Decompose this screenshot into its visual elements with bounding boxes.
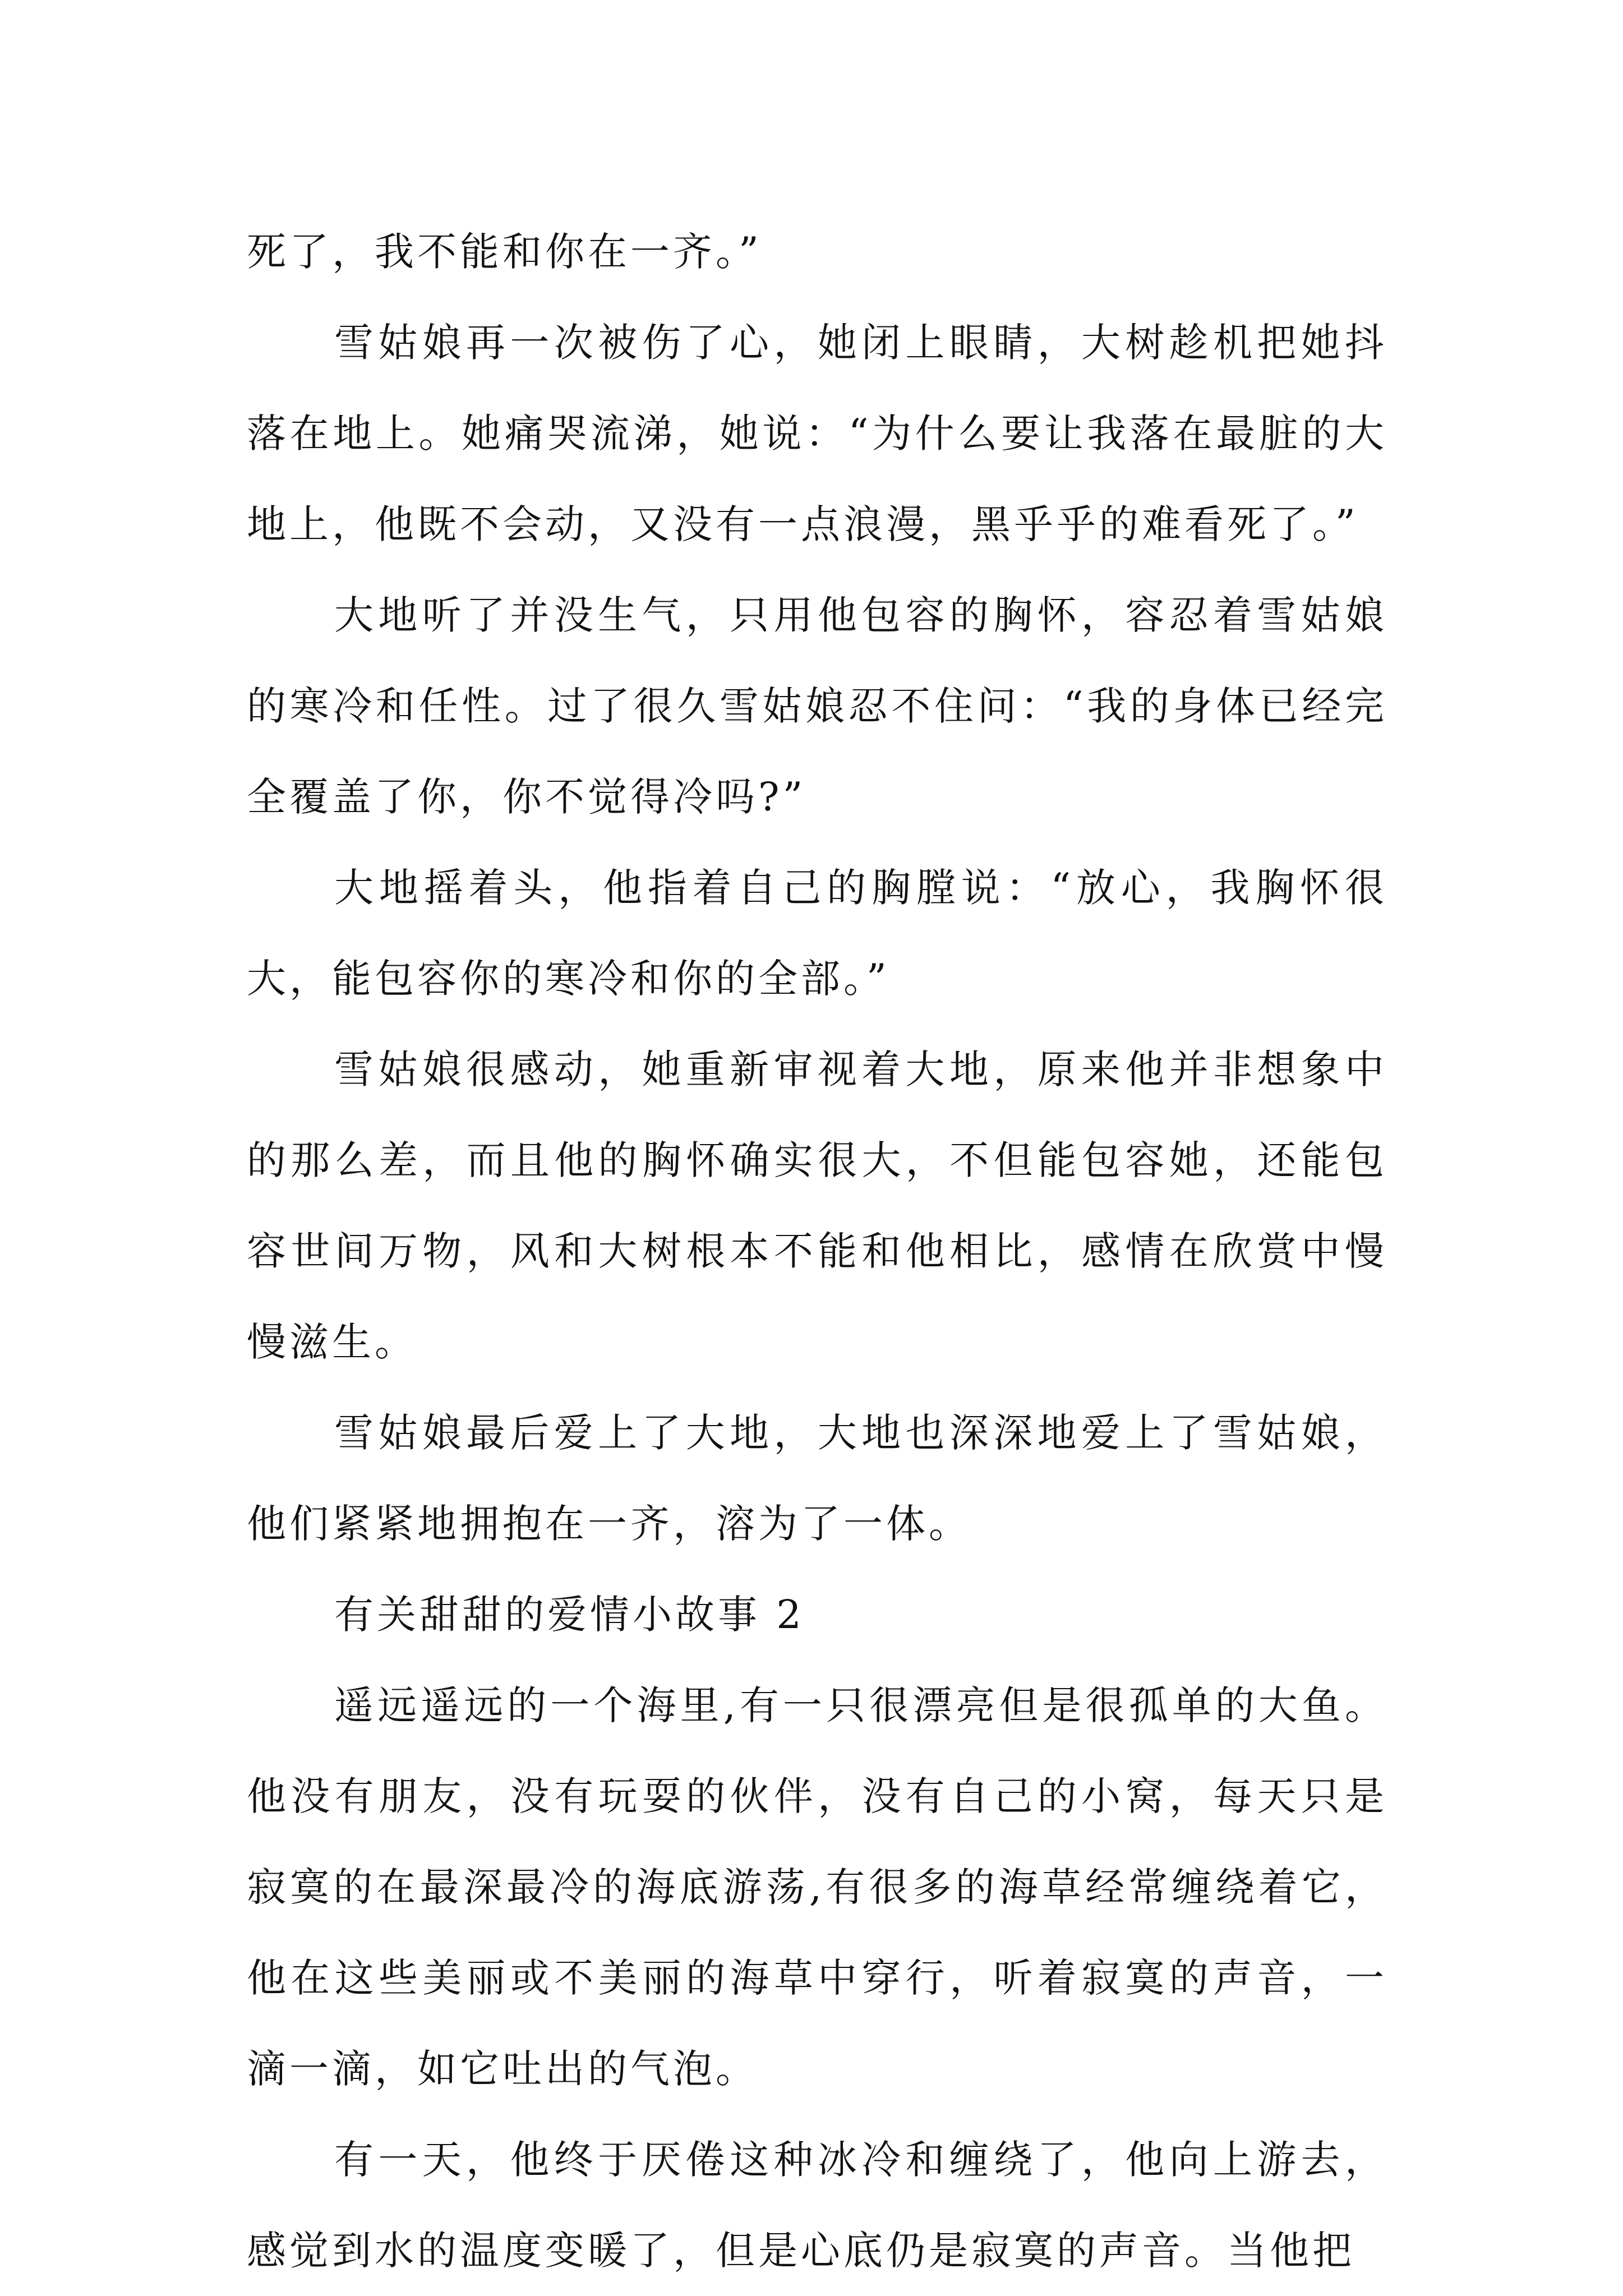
paragraph-4: 大地摇着头，他指着自己的胸膛说：“放心，我胸怀很大，能包容你的寒冷和你的全部。” — [247, 865, 1387, 1002]
paragraph-8: 有一天，他终于厌倦这种冰冷和缠绕了，他向上游去，感觉到水的温度变暖了，但是心底仍是寂寞的声音。当他把 — [247, 2137, 1387, 2274]
paragraph-3: 大地听了并没生气，只用他包容的胸怀，容忍着雪姑娘的寒冷和任性。过了很久雪姑娘忍不住问：“我的身体已经完全覆盖了你，你不觉得冷吗?” — [247, 592, 1387, 820]
paragraph-6: 雪姑娘最后爱上了大地，大地也深深地爱上了雪姑娘，他们紧紧地拥抱在一齐，溶为了一体。 — [247, 1410, 1387, 1547]
document-body — [247, 206, 1387, 2296]
paragraph-1: 死了，我不能和你在一齐。” — [247, 229, 762, 275]
paragraph-5: 雪姑娘很感动，她重新审视着大地，原来他并非想象中的那么差，而且他的胸怀确实很大，不但能包容她，还能包容世间万物，风和大树根本不能和他相比，感情在欣赏中慢慢滋生。 — [247, 1046, 1387, 1365]
section-heading: 有关甜甜的爱情小故事 2 — [334, 1592, 805, 1638]
paragraph-2: 雪姑娘再一次被伤了心，她闭上眼睛，大树趁机把她抖落在地上。她痛哭流涕，她说：“为什么要让我落在最脏的大地上，他既不会动，又没有一点浪漫，黑乎乎的难看死了。” — [247, 320, 1387, 547]
paragraph-7: 遥远遥远的一个海里,有一只很漂亮但是很孤单的大鱼。他没有朋友，没有玩耍的伙伴，没有自己的小窝，每天只是寂寞的在最深最冷的海底游荡,有很多的海草经常缠绕着它，他在这些美丽或不美丽的海草中穿行，听着寂寞的声音，一滴一滴，如它吐出的气泡。 — [247, 1682, 1387, 2092]
